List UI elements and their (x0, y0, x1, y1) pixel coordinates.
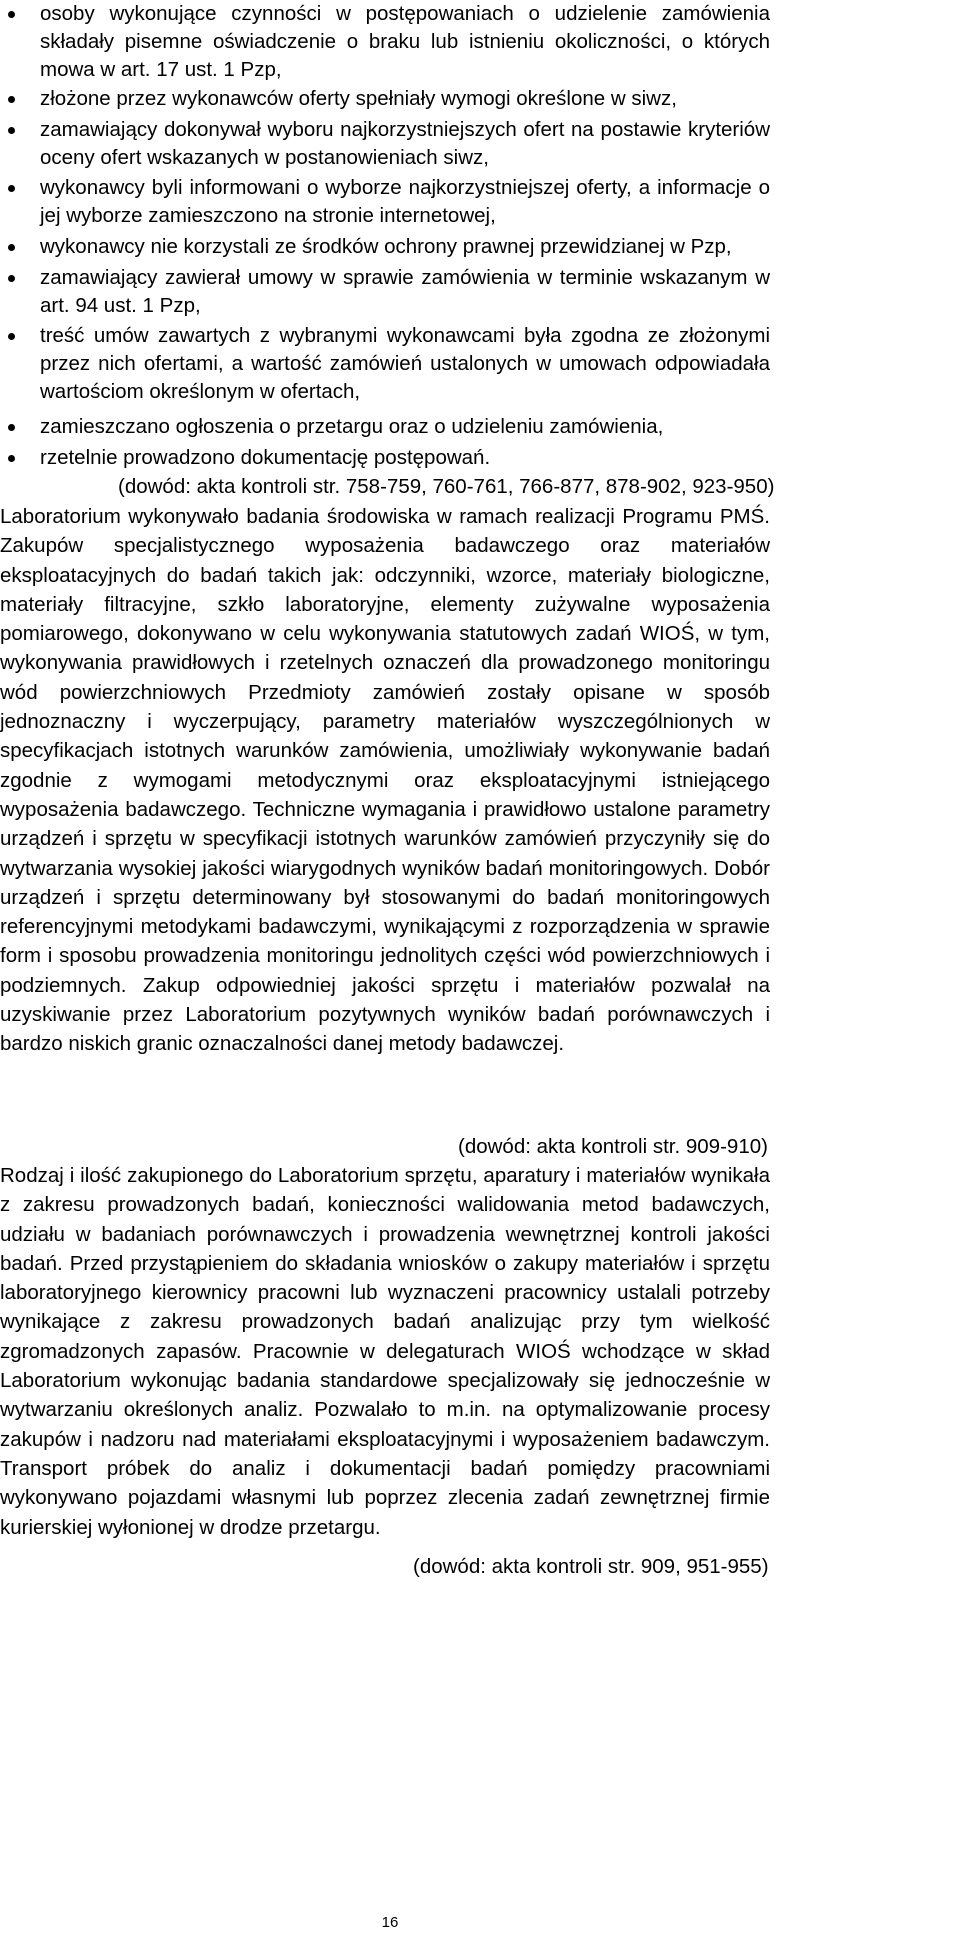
body-paragraph: Laboratorium wykonywało badania środowiska w ramach realizacji Programu PMŚ. Zakupów specjalistycznego wyposażenia badawczego oraz materiałów eksploatacyjnych do badań takich jak: odczynniki, wzorce, materiały biologiczne, materiały filtracyjne, szkło laboratoryjne, elementy zużywalne wyposażenia pomiarowego, dokonywano w celu wykonywania statutowych zadań WIOŚ, w tym, wykonywania prawidłowych i rzetelnych oznaczeń dla prowadzonego monitoringu wód powierzchniowych Przedmioty zamówień zostały opisane w sposób jednoznaczny i wyczerpujący, parametry materiałów wyszczególnionych w specyfikacjach istotnych warunków zamówienia, umożliwiały wykonywanie badań zgodnie z wymogami metodycznymi oraz eksploatacyjnymi istniejącego wyposażenia badawczego. Techniczne wymagania i prawidłowo ustalone parametry urządzeń i sprzętu w specyfikacji istotnych warunków zamówień przyczyniły się do wytwarzania wysokiej jakości wiarygodnych wyników badań monitoringowych. Dobór urządzeń i sprzętu determinowany był stosowanymi do badań monitoringowych referencyjnymi metodykami badawczymi, wynikającymi z rozporządzenia w sprawie form i sposobu prowadzenia monitoringu jednolitych części wód powierzchniowych i podziemnych. Zakup odpowiedniej jakości sprzętu i materiałów pozwalał na uzyskiwanie przez Laboratorium pozytywnych wyników badań porównawczych i bardzo niskich granic oznaczalności danej metody badawczej. (0, 505, 770, 1056)
list-item: wykonawcy nie korzystali ze środków ochrony prawnej przewidzianej w Pzp, (0, 233, 770, 261)
body-paragraph: Rodzaj i ilość zakupionego do Laboratorium sprzętu, aparatury i materiałów wynikała z zakresu prowadzonych badań, konieczności walidowania metod badawczych, udziału w badaniach porównawczych i prowadzenia wewnętrznej kontroli jakości badań. Przed przystąpieniem do składania wniosków o zakupy materiałów i sprzętu laboratoryjnego kierownicy pracowni lub wyznaczeni pracownicy ustalali potrzeby wynikające z zakresu prowadzonych badań analizując przy tym wielkość zgromadzonych zapasów. Pracownie w delegaturach WIOŚ wchodzące w skład Laboratorium wykonując badania standardowe specjalizowały się jednocześnie w wytwarzaniu określonych analiz. Pozwalało to m.in. na optymalizowanie procesy zakupów i nadzoru nad materiałami eksploatacyjnymi i wyposażeniem badawczym. Transport próbek do analiz i dokumentacji badań pomiędzy pracowniami wykonywano pojazdami własnymi lub poprzez zlecenia zadań zewnętrznej firmie kurierskiej wyłonionej w drodze przetargu. (0, 1164, 770, 1539)
evidence-reference: (dowód: akta kontroli str. 758-759, 760-761, 766-877, 878-902, 923-950) (118, 475, 775, 498)
list-item: zamieszczano ogłoszenia o przetargu oraz o udzieleniu zamówienia, (0, 413, 770, 441)
list-item: złożone przez wykonawców oferty spełniały wymogi określone w siwz, (0, 85, 770, 113)
list-item: zamawiający dokonywał wyboru najkorzystniejszych ofert na postawie kryteriów oceny ofert wskazanych w postanowieniach siwz, (0, 116, 770, 172)
page-number: 16 (381, 1914, 399, 1931)
list-item: rzetelnie prowadzono dokumentację postępowań. (0, 444, 770, 472)
list-item: treść umów zawartych z wybranymi wykonawcami była zgodna ze złożonymi przez nich ofertami, a wartość zamówień ustalonych w umowach odpowiadała wartościom określonym w ofertach, (0, 322, 770, 406)
evidence-reference: (dowód: akta kontroli str. 909-910) (458, 1135, 768, 1158)
list-item: wykonawcy byli informowani o wyborze najkorzystniejszej oferty, a informacje o jej wyborze zamieszczono na stronie internetowej, (0, 174, 770, 230)
list-item: osoby wykonujące czynności w postępowaniach o udzielenie zamówienia składały pisemne oświadczenie o braku lub istnieniu okoliczności, o których mowa w art. 17 ust. 1 Pzp, (0, 0, 770, 84)
evidence-reference: (dowód: akta kontroli str. 909, 951-955) (413, 1555, 769, 1578)
list-item: zamawiający zawierał umowy w sprawie zamówienia w terminie wskazanym w art. 94 ust. 1 Pzp, (0, 264, 770, 320)
